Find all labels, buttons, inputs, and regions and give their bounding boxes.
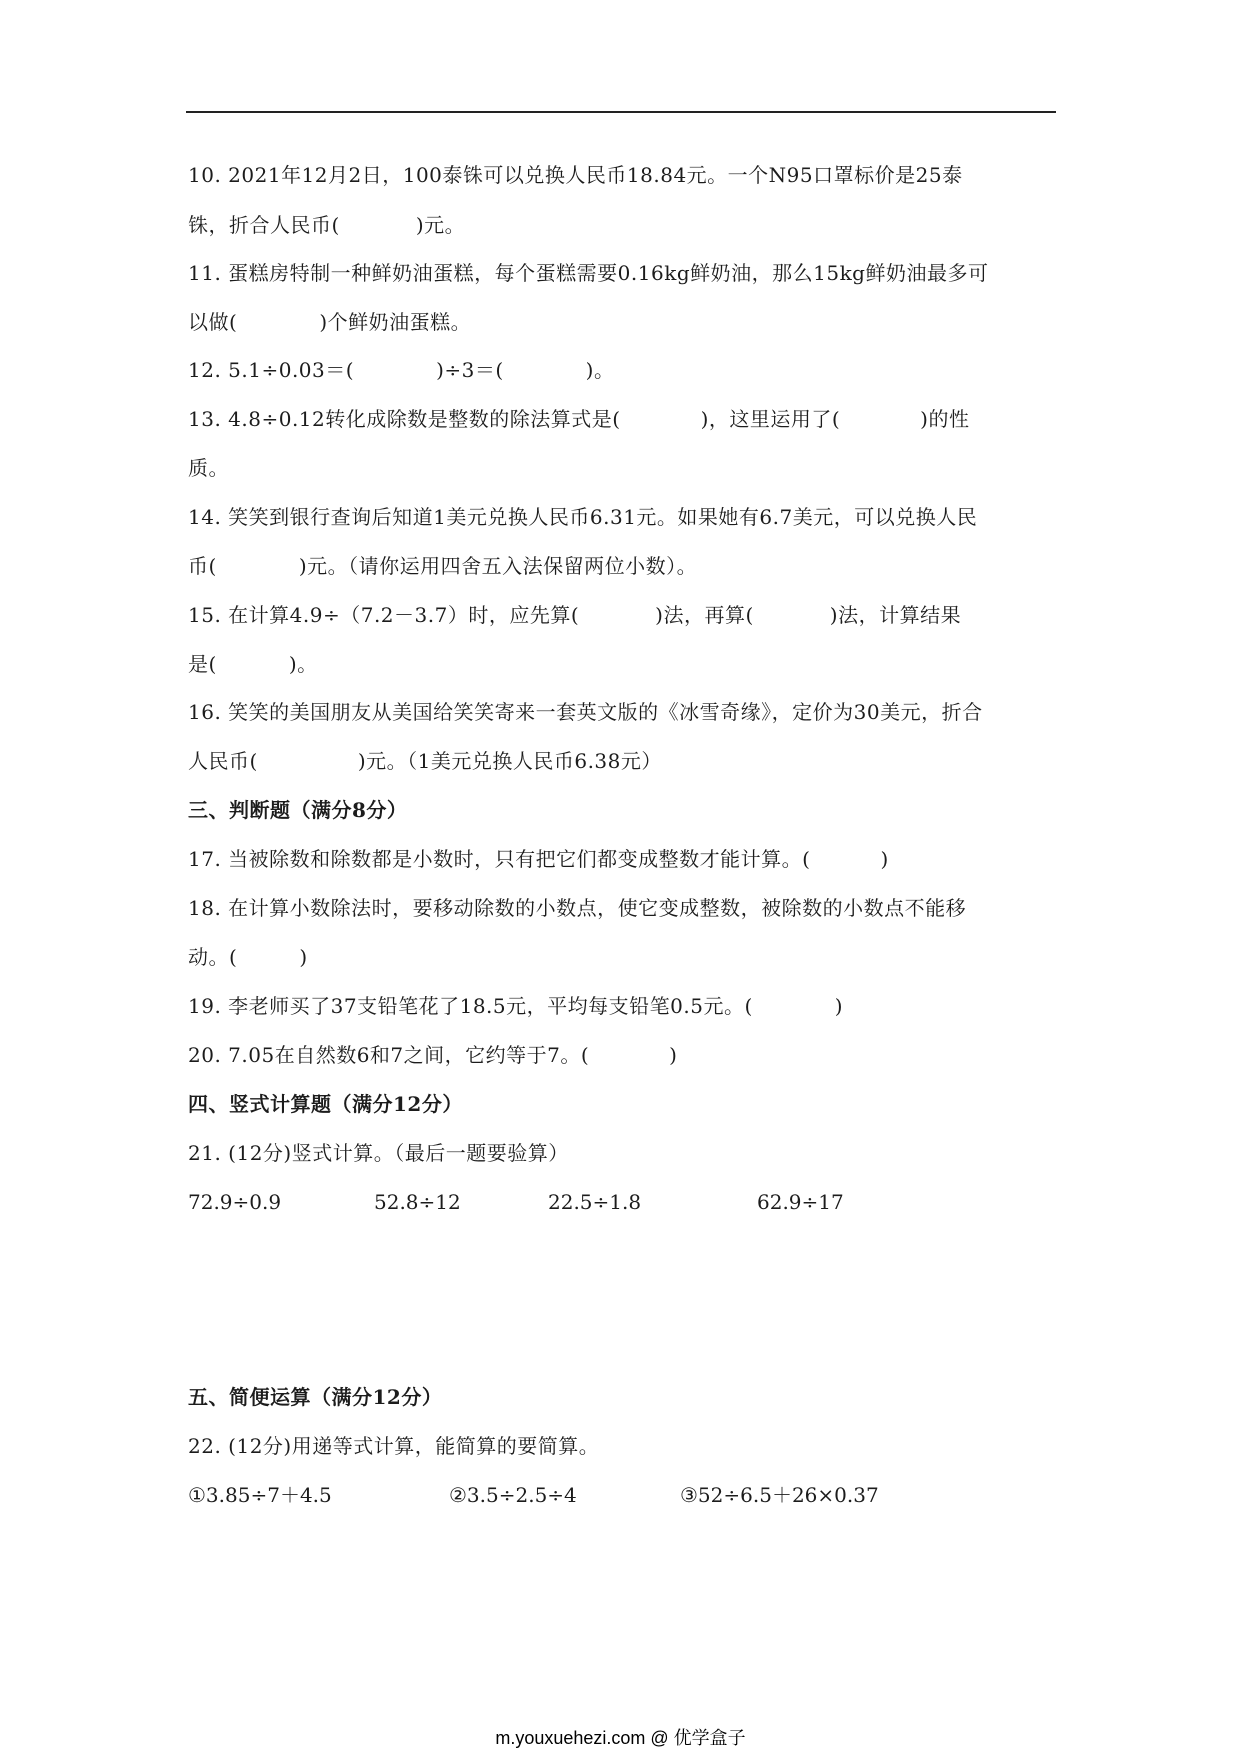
q11-line1: 11. 蛋糕房特制一种鲜奶油蛋糕，每个蛋糕需要0.16kg鲜奶油，那么15kg鲜奶油最多可 [188, 261, 989, 285]
q21-expr-3: 22.5÷1.8 [548, 1190, 642, 1214]
q20-text-b: ) [669, 1043, 678, 1067]
q15-text-b: )法，再算( [655, 603, 754, 627]
q21-expr-2: 52.8÷12 [374, 1190, 461, 1214]
q10-line1: 10. 2021年12月2日，100泰铢可以兑换人民币18.84元。一个N95口罩标价是25泰 [188, 163, 963, 187]
q18-line2 [188, 943, 308, 971]
q21-expr-4: 62.9÷17 [757, 1190, 844, 1214]
q13-text-b: )，这里运用了( [700, 407, 841, 431]
q18-text-b: ) [299, 945, 308, 969]
q13-text-c: )的性 [920, 407, 970, 431]
q14-text-b: )元。（请你运用四舍五入法保留两位小数）。 [298, 554, 698, 578]
q15-text-a: 15. 在计算4.9÷（7.2－3.7）时，应先算( [188, 603, 580, 627]
q19-text-a: 19. 李老师买了37支铅笔花了18.5元，平均每支铅笔0.5元。( [188, 994, 753, 1018]
q11-text-a: 以做( [188, 310, 238, 334]
q16-text-b: )元。（1美元兑换人民币6.38元） [357, 749, 662, 773]
q19-line [188, 992, 843, 1020]
q20-text-a: 20. 7.05在自然数6和7之间，它约等于7。( [188, 1043, 590, 1067]
q21-stem: 21. (12分)竖式计算。（最后一题要验算） [188, 1141, 569, 1165]
q12-text-b: )÷3＝( [436, 358, 504, 382]
q11-line2 [188, 308, 471, 336]
section-3-heading: 三、判断题（满分8分） [188, 798, 408, 822]
q16-line1: 16. 笑笑的美国朋友从美国给笑笑寄来一套英文版的《冰雪奇缘》，定价为30美元，折合 [188, 700, 983, 724]
q17-line [188, 845, 889, 873]
q10-line2 [188, 211, 465, 239]
section-5-heading: 五、简便运算（满分12分） [188, 1385, 443, 1409]
q15-text-c: )法，计算结果 [829, 603, 962, 627]
q10-text-b: )元。 [415, 213, 466, 237]
q20-line [188, 1041, 677, 1069]
q21-expr-1: 72.9÷0.9 [188, 1190, 282, 1214]
q11-text-b: )个鲜奶油蛋糕。 [319, 310, 472, 334]
q19-text-b: ) [834, 994, 844, 1018]
q10-text-a: 铢，折合人民币( [188, 213, 340, 237]
q13-line1 [188, 405, 969, 433]
q18-line1: 18. 在计算小数除法时，要移动除数的小数点，使它变成整数，被除数的小数点不能移 [188, 896, 967, 920]
q17-text-b: ) [880, 847, 889, 871]
q14-line1: 14. 笑笑到银行查询后知道1美元兑换人民币6.31元。如果她有6.7美元，可以兑换人民 [188, 505, 978, 529]
q14-text-a: 币( [188, 554, 217, 578]
q22-expr-1: ①3.85÷7＋4.5 [188, 1483, 332, 1507]
q15-text-d: 是( [188, 652, 217, 676]
footer-watermark: m.youxuehezi.com @ 优学盒子 [495, 1728, 746, 1748]
q22-expr-3: ③52÷6.5＋26×0.37 [680, 1483, 879, 1507]
q16-text-a: 人民币( [188, 749, 258, 773]
q12-line [188, 356, 614, 384]
section-4-heading: 四、竖式计算题（满分12分） [188, 1092, 463, 1116]
q12-text-a: 12. 5.1÷0.03＝( [188, 358, 355, 382]
header-rule [186, 111, 1056, 113]
q15-text-e: )。 [288, 652, 318, 676]
q14-line2 [188, 552, 697, 580]
q22-stem: 22. (12分)用递等式计算，能简算的要简算。 [188, 1434, 600, 1458]
q13-line2: 质。 [188, 456, 229, 480]
q18-text-a: 动。( [188, 945, 238, 969]
q16-line2 [188, 747, 662, 775]
q12-text-c: )。 [585, 358, 615, 382]
q13-text-a: 13. 4.8÷0.12转化成除数是整数的除法算式是( [188, 407, 621, 431]
q17-text-a: 17. 当被除数和除数都是小数时，只有把它们都变成整数才能计算。( [188, 847, 811, 871]
q22-expr-2: ②3.5÷2.5÷4 [449, 1483, 577, 1507]
q15-line2 [188, 650, 318, 678]
q15-line1 [188, 601, 961, 629]
